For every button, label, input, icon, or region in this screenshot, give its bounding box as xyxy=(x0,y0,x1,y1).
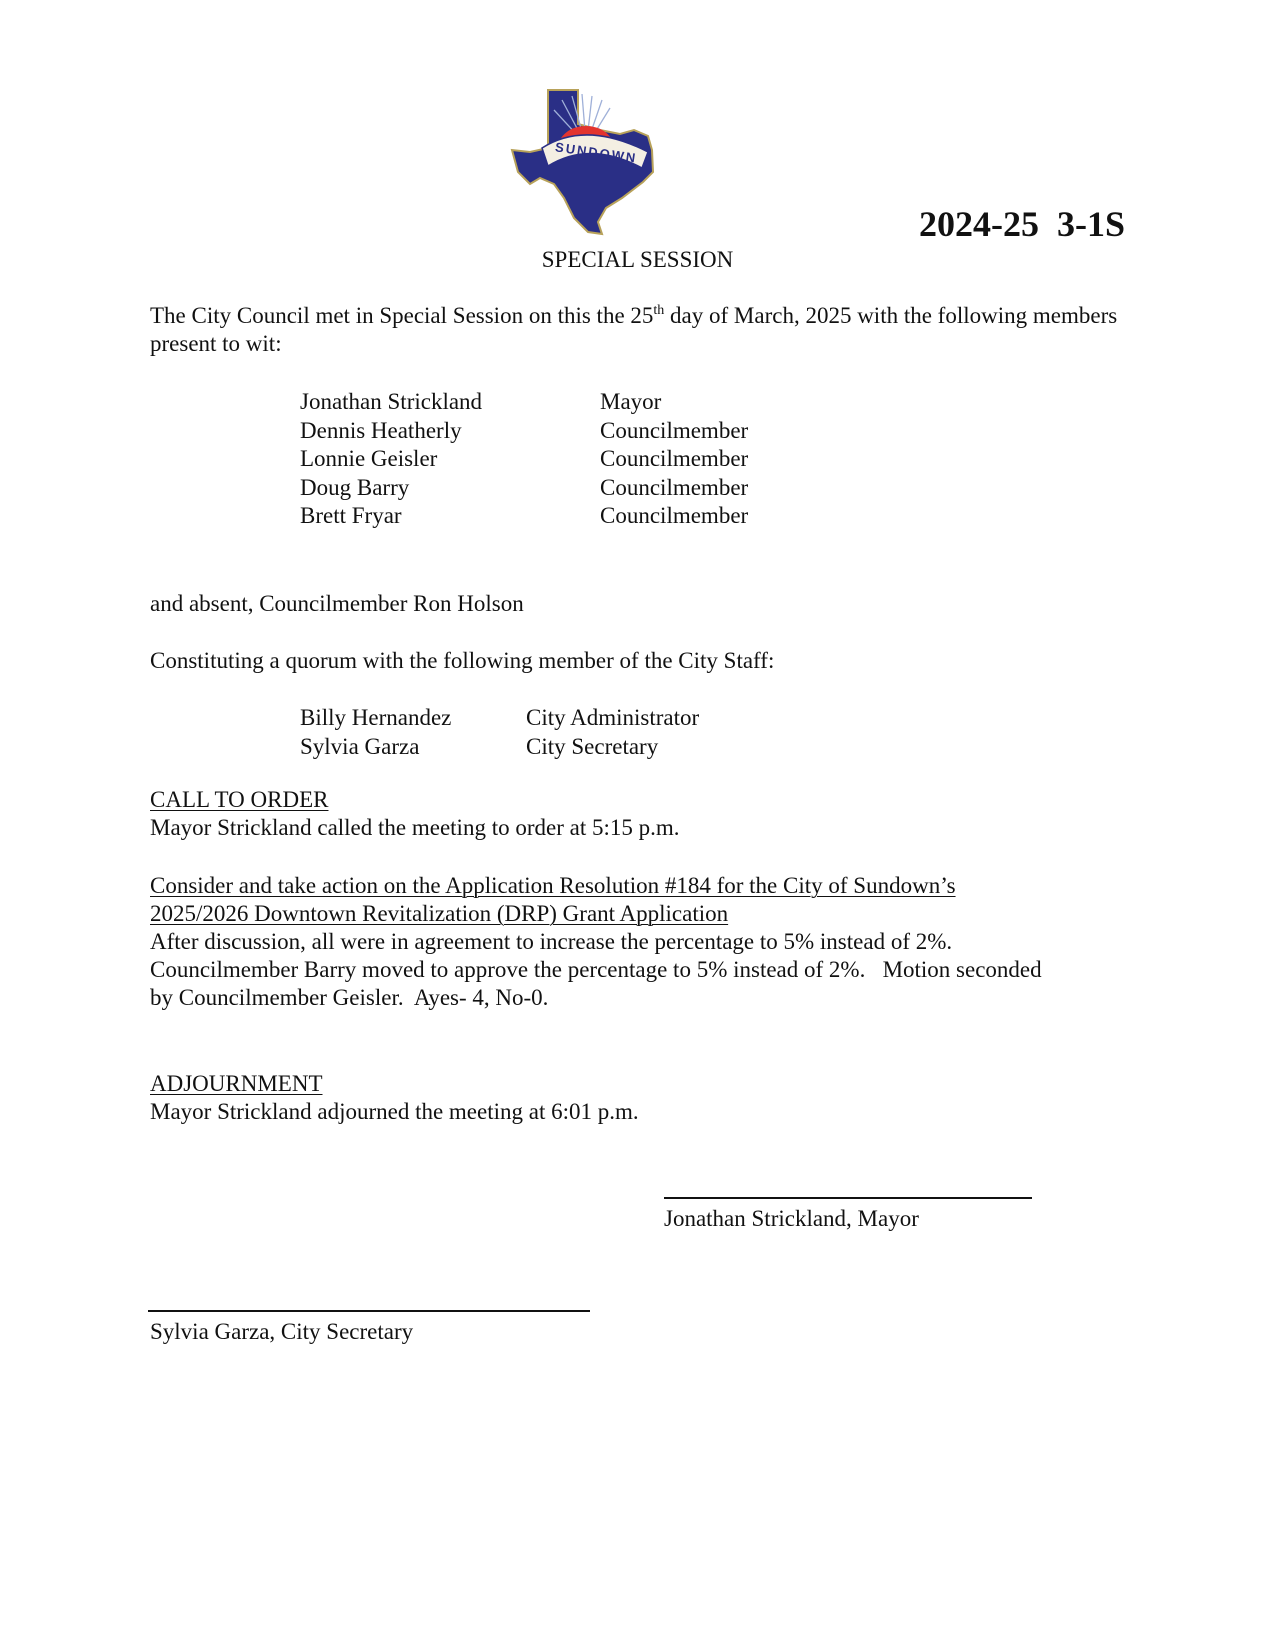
mayor-signature-line xyxy=(664,1197,1032,1199)
adjournment-heading: ADJOURNMENT xyxy=(150,1071,323,1096)
member-name: Jonathan Strickland xyxy=(300,389,483,414)
members-roster xyxy=(300,388,748,531)
member-role: Councilmember xyxy=(600,446,749,471)
absent-paragraph: and absent, Councilmember Ron Holson xyxy=(150,591,524,616)
mayor-signature-label: Jonathan Strickland, Mayor xyxy=(664,1206,919,1231)
member-name: Doug Barry xyxy=(300,474,410,500)
member-name: Lonnie Geisler xyxy=(300,446,438,471)
intro-text-before: The City Council met in Special Session on this the 25 xyxy=(150,303,654,328)
intro-paragraph xyxy=(150,302,1150,358)
member-row xyxy=(300,502,748,531)
secretary-signature-line xyxy=(148,1310,590,1312)
member-role: Councilmember xyxy=(600,474,749,500)
adjournment-section xyxy=(150,1070,1150,1126)
agenda-item-text-line3: by Councilmember Geisler. Ayes- 4, No-0. xyxy=(150,985,549,1010)
member-role: Mayor xyxy=(600,389,662,414)
agenda-item-text-line2: Councilmember Barry moved to approve the percentage to 5% instead of 2%. Motion seconded xyxy=(150,957,1042,982)
member-role: Councilmember xyxy=(600,417,749,443)
staff-role: City Administrator xyxy=(526,705,700,730)
member-row xyxy=(300,445,748,474)
logo-banner-text: SUNDOWN xyxy=(554,139,639,166)
sundown-texas-logo xyxy=(510,86,680,236)
adjournment-text: Mayor Strickland adjourned the meeting at 6:01 p.m. xyxy=(150,1099,639,1124)
member-name: Dennis Heatherly xyxy=(300,417,462,443)
agenda-item-section xyxy=(150,872,1150,1012)
intro-text-after: day of March, 2025 with the following members present to wit: xyxy=(150,303,1118,356)
member-name: Brett Fryar xyxy=(300,503,402,528)
staff-name: Sylvia Garza xyxy=(300,733,420,759)
intro-superscript: th xyxy=(653,303,665,318)
staff-row xyxy=(300,733,699,762)
member-row xyxy=(300,417,748,446)
secretary-signature-label: Sylvia Garza, City Secretary xyxy=(150,1319,414,1344)
staff-role: City Secretary xyxy=(526,733,659,759)
staff-name: Billy Hernandez xyxy=(300,705,452,730)
member-row xyxy=(300,474,748,503)
call-to-order-section xyxy=(150,786,1150,842)
member-role: Councilmember xyxy=(600,503,749,528)
call-to-order-heading: CALL TO ORDER xyxy=(150,787,329,812)
agenda-item-heading-line1: Consider and take action on the Application Resolution #184 for the City of Sundown’s xyxy=(150,873,956,898)
agenda-item-heading-line2: 2025/2026 Downtown Revitalization (DRP) Grant Application xyxy=(150,901,729,926)
call-to-order-text: Mayor Strickland called the meeting to order at 5:15 p.m. xyxy=(150,815,680,840)
staff-row xyxy=(300,704,699,733)
document-number: 2024-25 3-1S xyxy=(919,204,1125,244)
quorum-paragraph: Constituting a quorum with the following member of the City Staff: xyxy=(150,648,775,673)
staff-roster xyxy=(300,704,699,761)
session-title: SPECIAL SESSION xyxy=(541,247,734,272)
member-row xyxy=(300,388,748,417)
agenda-item-text-line1: After discussion, all were in agreement to increase the percentage to 5% instead of 2%. xyxy=(150,929,953,954)
